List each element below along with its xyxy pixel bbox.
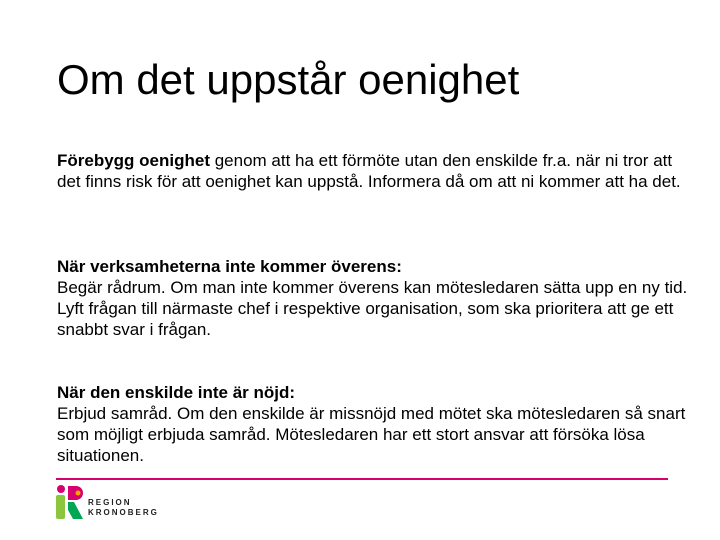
paragraph-prevent-lead: Förebygg oenighet [57, 151, 210, 170]
logo-line-kronoberg: KRONOBERG [88, 508, 159, 517]
logo-line-region: REGION [88, 498, 132, 507]
paragraph-not-satisfied [57, 382, 697, 466]
page-title: Om det uppstår oenighet [57, 56, 520, 103]
paragraph-disagreement-body: Begär rådrum. Om man inte kommer överens kan mötesledaren sätta upp en ny tid. Lyft frågan till närmaste chef i respektive organisation, som ska prioritera att ge ett snabbt svar i frågan. [57, 278, 688, 339]
paragraph-not-satisfied-lead: När den enskilde inte är nöjd: [57, 383, 296, 402]
paragraph-not-satisfied-body: Erbjud samråd. Om den enskilde är missnöjd med mötet ska mötesledaren så snart som möjligt erbjuda samråd. Mötesledaren har ett stort ansvar att försöka lösa situationen. [57, 404, 686, 465]
paragraph-prevent [57, 150, 697, 192]
paragraph-disagreement [57, 256, 697, 340]
logo-wordmark [88, 498, 159, 518]
region-kronoberg-logo-icon [56, 484, 84, 520]
paragraph-disagreement-lead: När verksamheterna inte kommer överens: [57, 257, 402, 276]
paragraph-prevent-body: genom att ha ett förmöte utan den enskilde fr.a. när ni tror att det finns risk för att oenighet kan uppstå. Informera då om att ni kommer att ha det. [57, 151, 681, 191]
footer-divider [56, 478, 668, 480]
